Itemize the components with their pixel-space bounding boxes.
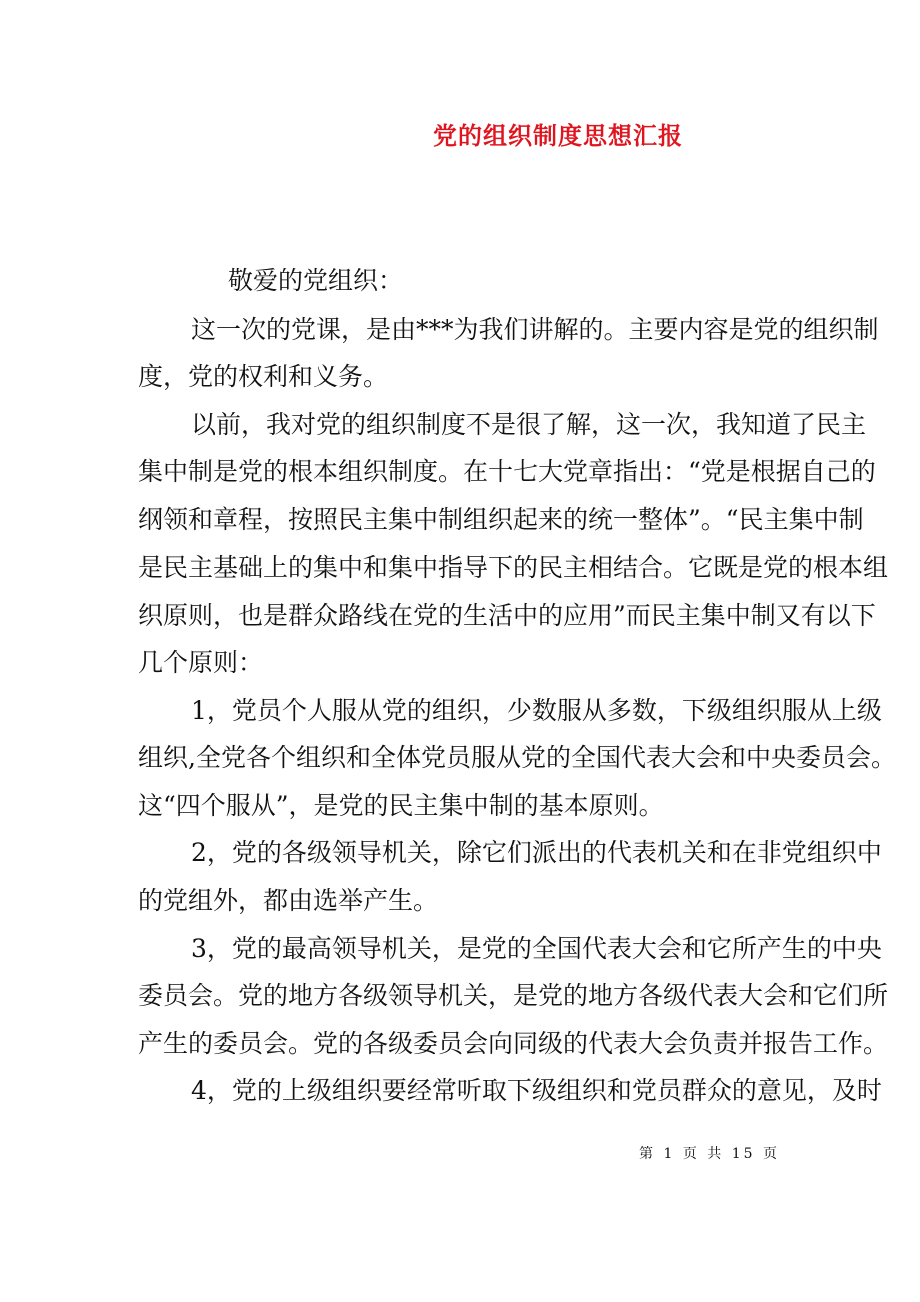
body-text-line: 1，党员个人服从党的组织，少数服从多数，下级组织服从上级 <box>191 696 882 725</box>
page-number-footer: 第 1 页 共 15 页 <box>639 1146 780 1162</box>
body-text-line: 委员会。党的地方各级领导机关，是党的地方各级代表大会和它们所 <box>138 981 889 1010</box>
body-text-line: 以前，我对党的组织制度不是很了解，这一次，我知道了民主 <box>191 410 867 439</box>
body-text-line: 组织,全党各个组织和全体党员服从党的全国代表大会和中央委员会。 <box>138 743 896 772</box>
body-text-line: 这“四个服从”，是党的民主集中制的基本原则。 <box>138 791 664 820</box>
body-text-line: 是民主基础上的集中和集中指导下的民主相结合。它既是党的根本组 <box>138 553 889 582</box>
salutation: 敬爱的党组织： <box>228 266 404 295</box>
body-text-line: 产生的委员会。党的各级委员会向同级的代表大会负责并报告工作。 <box>138 1029 889 1058</box>
body-text-line: 的党组外，都由选举产生。 <box>138 886 439 915</box>
body-text-line: 几个原则： <box>138 648 264 677</box>
body-text-line: 2，党的各级领导机关，除它们派出的代表机关和在非党组织中 <box>191 838 882 867</box>
body-text-line: 度，党的权利和义务。 <box>138 362 389 391</box>
body-text-line: 4，党的上级组织要经常听取下级组织和党员群众的意见，及时 <box>191 1076 882 1105</box>
document-title: 党的组织制度思想汇报 <box>433 121 683 150</box>
body-text-line: 3，党的最高领导机关，是党的全国代表大会和它所产生的中央 <box>191 934 882 963</box>
body-text-line: 集中制是党的根本组织制度。在十七大党章指出：“党是根据自己的 <box>138 457 876 486</box>
body-text-line: 纲领和章程，按照民主集中制组织起来的统一整体”。“民主集中制 <box>138 505 864 534</box>
body-text-line: 织原则，也是群众路线在党的生活中的应用”而民主集中制又有以下 <box>138 601 876 630</box>
body-text-line: 这一次的党课，是由***为我们讲解的。主要内容是党的组织制 <box>191 315 879 344</box>
